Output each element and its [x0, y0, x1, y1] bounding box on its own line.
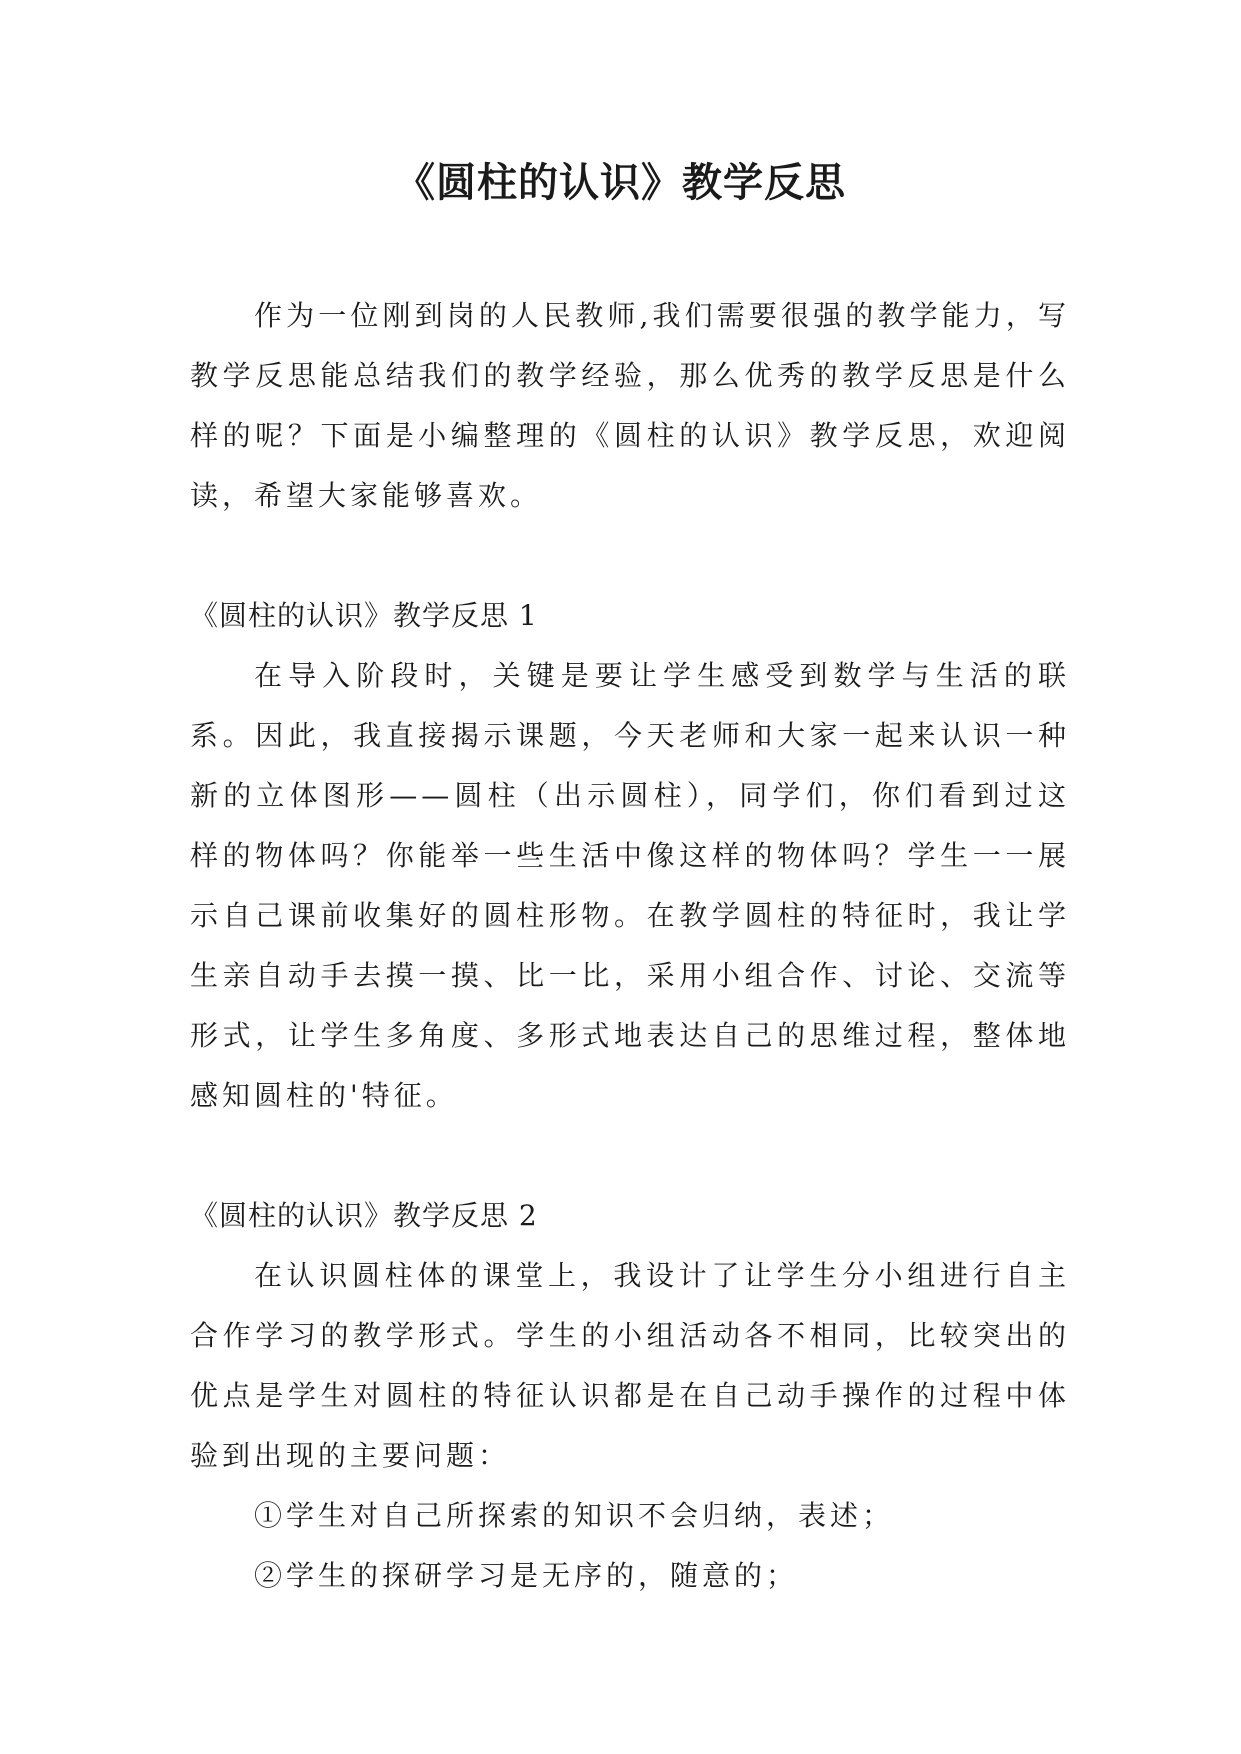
document-title: 《圆柱的认识》教学反思	[395, 160, 846, 206]
intro-paragraph: 作为一位刚到岗的人民教师,我们需要很强的教学能力，写教学反思能总结我们的教学经验，那么优秀的教学反思是什么样的呢？下面是小编整理的《圆柱的认识》教学反思，欢迎阅读，希望大家能够喜欢。	[190, 299, 1070, 512]
list-item: ②学生的探研学习是无序的，随意的；	[254, 1559, 799, 1592]
section-1-heading: 《圆柱的认识》教学反思 1	[190, 599, 538, 632]
spacer	[190, 526, 1070, 586]
spacer	[190, 1126, 1070, 1186]
document-body	[190, 286, 1070, 1606]
section-1-paragraph: 在导入阶段时，关键是要让学生感受到数学与生活的联系。因此，我直接揭示课题，今天老师和大家一起来认识一种新的立体图形——圆柱（出示圆柱），同学们，你们看到过这样的物体吗？你能举一些生活中像这样的物体吗？学生一一展示自己课前收集好的圆柱形物。在教学圆柱的特征时，我让学生亲自动手去摸一摸、比一比，采用小组合作、讨论、交流等形式，让学生多角度、多形式地表达自己的思维过程，整体地感知圆柱的'特征。	[190, 659, 1070, 1112]
list-item: ①学生对自己所探索的知识不会归纳，表述；	[254, 1499, 895, 1532]
section-2-paragraph: 在认识圆柱体的课堂上，我设计了让学生分小组进行自主合作学习的教学形式。学生的小组活动各不相同，比较突出的优点是学生对圆柱的特征认识都是在自己动手操作的过程中体验到出现的主要问题：	[190, 1259, 1070, 1472]
section-2-heading: 《圆柱的认识》教学反思 2	[190, 1199, 538, 1232]
